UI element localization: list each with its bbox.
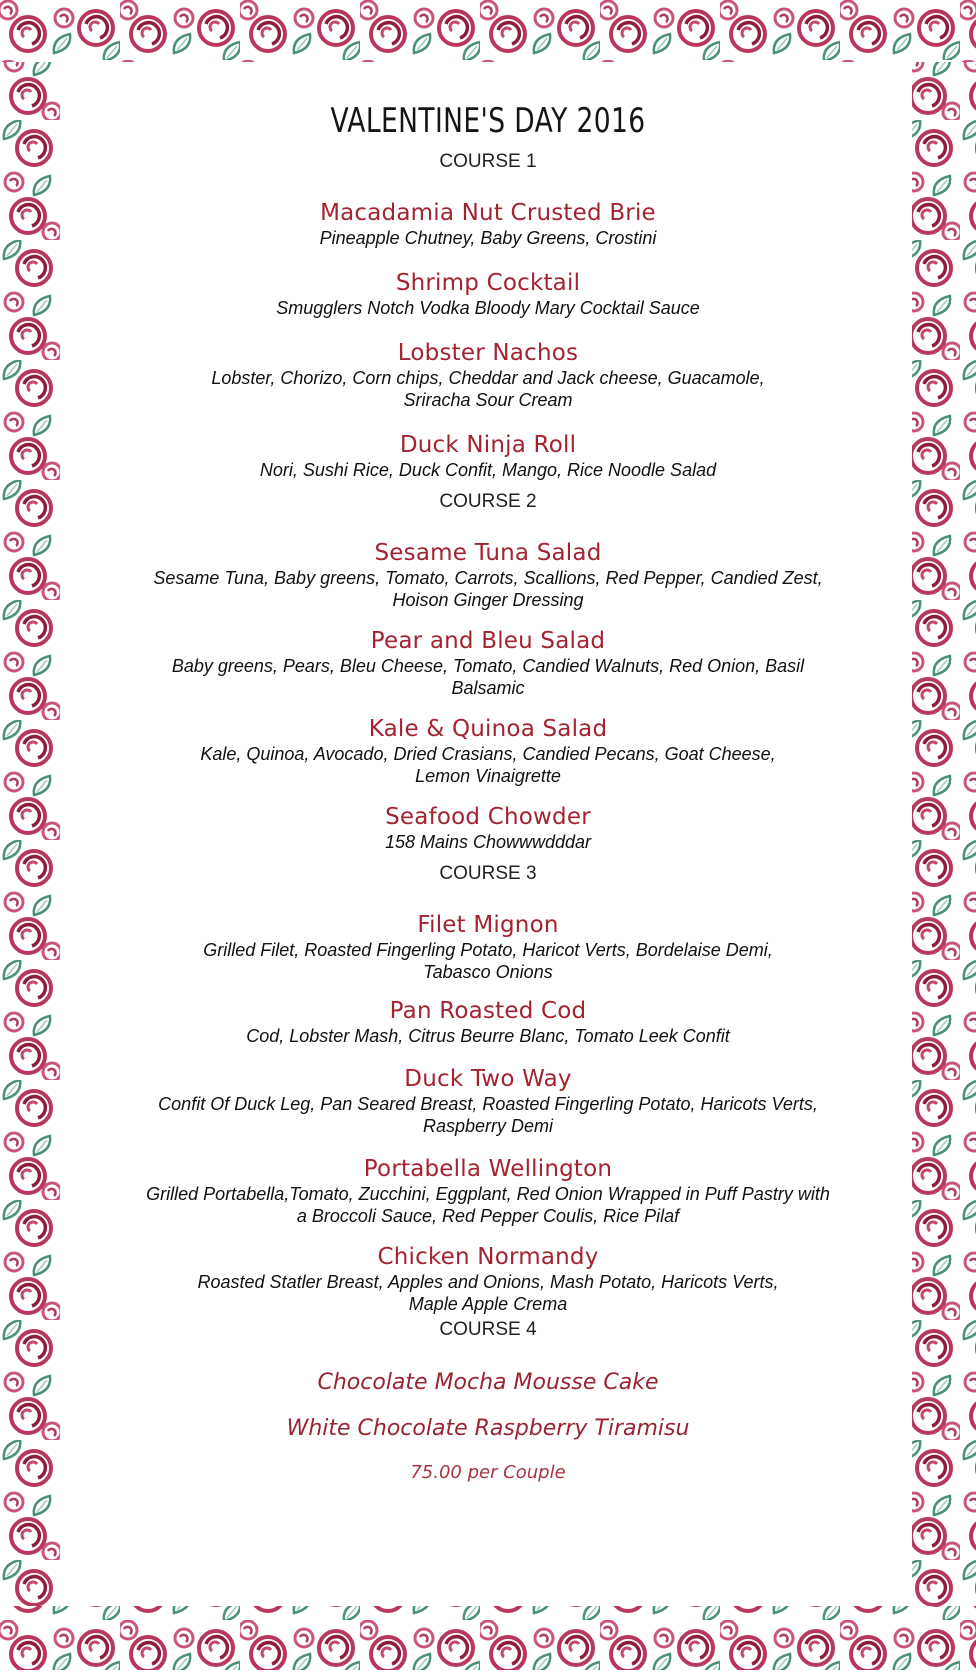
dish-description-line2: a Broccoli Sauce, Red Pepper Coulis, Rice Pilaf [296,1206,680,1226]
dessert-item: Chocolate Mocha Mousse Cake [317,1370,659,1395]
dish-name: Lobster Nachos [397,340,579,366]
dish-description: Roasted Statler Breast, Apples and Onions, Mash Potato, Haricots Verts, [197,1272,779,1292]
dish-item [90,803,886,853]
dish-name: Sesame Tuna Salad [374,540,602,566]
dish-item [90,339,886,411]
dish-name: Chicken Normandy [377,1244,599,1270]
price-text: 75.00 per Couple [410,1462,566,1483]
dish-item [90,627,886,699]
dish-item [90,1243,886,1315]
dish-item [90,715,886,787]
dish-description-line2: Sriracha Sour Cream [403,390,573,410]
course-1-section [90,149,886,481]
dish-description-line2: Raspberry Demi [422,1116,554,1136]
dish-item [90,1065,886,1137]
dish-description: Pineapple Chutney, Baby Greens, Crostini [319,228,657,248]
dish-item [90,911,886,983]
dish-description: Baby greens, Pears, Bleu Cheese, Tomato, Candied Walnuts, Red Onion, Basil [171,656,805,676]
dish-description-line2: Tabasco Onions [423,962,553,982]
border-top [0,0,976,62]
dish-description: Confit Of Duck Leg, Pan Seared Breast, Roasted Fingerling Potato, Haricots Verts, [158,1094,818,1114]
course-4-section [90,1317,886,1485]
dish-name: Duck Two Way [404,1066,572,1092]
dish-name: Portabella Wellington [363,1156,613,1182]
dish-item [90,539,886,611]
dish-description: Smugglers Notch Vodka Bloody Mary Cocktail Sauce [276,298,700,318]
dish-name: Pan Roasted Cod [389,998,587,1024]
dish-description: 158 Mains Chowwwdddar [384,832,592,852]
dish-description: Grilled Filet, Roasted Fingerling Potato, Haricot Verts, Bordelaise Demi, [203,940,773,960]
menu-title: VALENTINE'S DAY 2016 [330,101,646,141]
dish-item [90,199,886,249]
dish-item [90,431,886,481]
dish-item [90,1155,886,1227]
dish-name: Filet Mignon [417,912,559,938]
dish-description-line2: Balsamic [451,678,525,698]
dish-description: Kale, Quinoa, Avocado, Dried Crasians, Candied Pecans, Goat Cheese, [200,744,776,764]
border-bottom [0,1606,976,1670]
dish-name: Duck Ninja Roll [399,432,577,458]
dish-name: Pear and Bleu Salad [370,628,606,654]
dish-name: Kale & Quinoa Salad [368,716,608,742]
dish-description-line2: Maple Apple Crema [408,1294,568,1314]
dish-description: Sesame Tuna, Baby greens, Tomato, Carrots, Scallions, Red Pepper, Candied Zest, [153,568,823,588]
course-heading: COURSE 3 [439,863,537,884]
border-right [912,62,976,1606]
dish-name: Macadamia Nut Crusted Brie [320,200,656,226]
menu-content [90,95,886,1485]
dish-description: Grilled Portabella,Tomato, Zucchini, Eggplant, Red Onion Wrapped in Puff Pastry with [146,1184,830,1204]
dish-description: Lobster, Chorizo, Corn chips, Cheddar and Jack cheese, Guacamole, [211,368,765,388]
dish-name: Shrimp Cocktail [395,270,581,296]
dish-description: Cod, Lobster Mash, Citrus Beurre Blanc, Tomato Leek Confit [246,1026,730,1046]
course-heading: COURSE 4 [439,1319,537,1340]
dish-description-line2: Lemon Vinaigrette [415,766,561,786]
border-left [0,62,62,1606]
dish-item [90,269,886,319]
course-2-section [90,489,886,853]
course-heading: COURSE 2 [439,491,537,512]
dish-item [90,997,886,1047]
dish-description-line2: Hoison Ginger Dressing [392,590,584,610]
course-heading: COURSE 1 [439,151,537,172]
dessert-item: White Chocolate Raspberry Tiramisu [286,1416,690,1441]
dish-description: Nori, Sushi Rice, Duck Confit, Mango, Rice Noodle Salad [259,460,717,480]
course-3-section [90,861,886,1315]
dish-name: Seafood Chowder [385,804,591,830]
